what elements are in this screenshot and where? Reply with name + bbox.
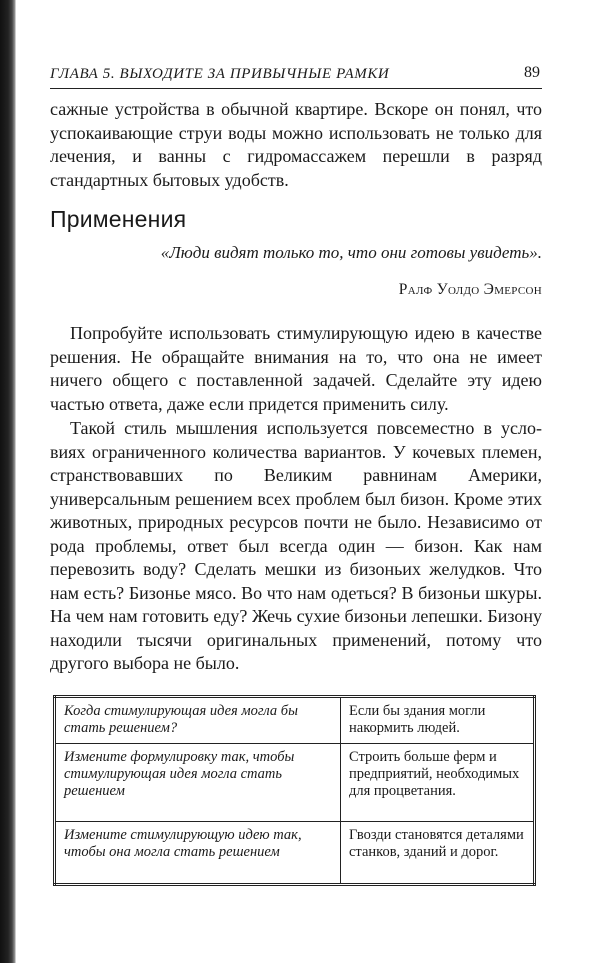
table-row [55,744,535,822]
table-cell-question: Измените формулировку так, чтобы стимулирующая идея могла стать решением [55,744,341,822]
paragraph-bison-example: Такой стиль мышления используется повсеместно в условиях ограниченного количества вариантов. У кочевых племен, странствовавших по Великим равнинам Америки, универсальным решением всех проблем был бизон. Кроме этих животных, природных ресурсов почти не было. Независимо от рода проблемы, ответ был всегда один — бизон. Как нам перевозить воду? Сделать мешки из бизоньих желудков. Что нам есть? Бизонье мясо. Во что нам одеться? В бизоньи шкуры. На чем нам готовить еду? Жечь сухие бизоньи лепешки. Бизону находили тысячи оригинальных применений, потому что другого выбора не было. [50,418,542,673]
table-cell-answer: Если бы здания могли накормить людей. [341,697,535,744]
paragraph-continuation: сажные устройства в обычной квартире. Вскоре он понял, что успокаивающие струи воды можно использовать не только для лечения, и ванны с гидромассажем перешли в разряд стандартных бытовых удобств. [50,99,542,190]
book-spine-shadow [0,0,16,963]
table-row [55,697,535,744]
table-cell-question: Измените стимулирующую идею так, чтобы она могла стать решением [55,822,341,885]
table-cell-answer: Гвозди становятся деталями станков, зданий и дорог. [341,822,535,885]
idea-table [53,695,536,886]
table-row [55,822,535,885]
section-heading: Применения [50,206,187,232]
epigraph-quote: «Люди видят только то, что они готовы увидеть». [160,243,542,262]
table-cell-answer: Строить больше ферм и предприятий, необходимых для процветания. [341,744,535,822]
table-cell-question: Когда стимулирующая идея могла бы стать решением? [55,697,341,744]
running-head: ГЛАВА 5. ВЫХОДИТЕ ЗА ПРИВЫЧНЫЕ РАМКИ [50,66,390,82]
paragraph-instruction: Попробуйте использовать стимулирующую идею в качестве решения. Не обращайте внимания на то, что она не имеет ничего общего с поставленной задачей. Сделайте эту идею частью ответа, даже если придется применить силу. [50,323,542,414]
page-number: 89 [524,64,540,81]
epigraph-attribution: Ралф Уолдо Эмерсон [398,281,542,298]
page-header [50,64,542,89]
